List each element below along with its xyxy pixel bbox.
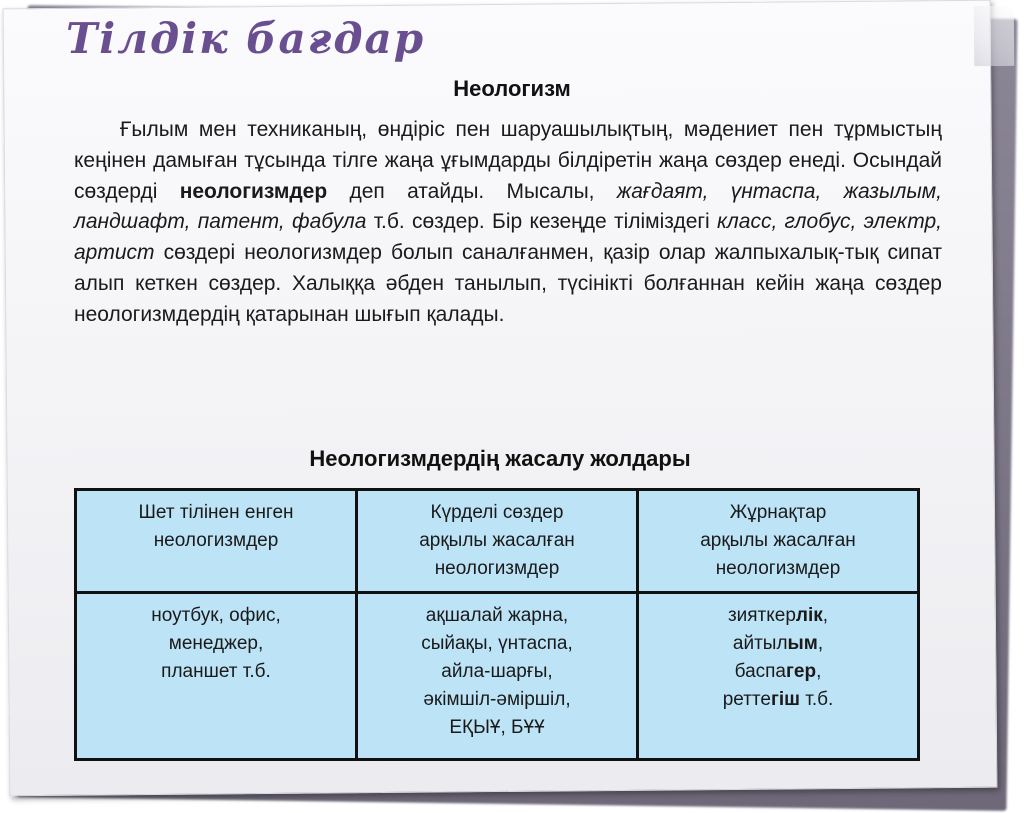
examples-new-words: жағдаят, үнтаспа, жазылым, ландшафт, патент, фабула xyxy=(74,179,942,234)
table-title: Неологизмдердің жасалу жолдары xyxy=(309,446,691,471)
examples-old-neologisms: класс, глобус, электр, артист xyxy=(74,210,942,265)
neologism-formation-table xyxy=(74,488,920,761)
table-row xyxy=(76,593,919,760)
body-paragraph xyxy=(74,115,942,331)
table-header-row xyxy=(76,490,919,593)
section-banner: Тілдік бағдар xyxy=(66,14,426,63)
cell-compound-examples: ақшалай жарна, сыйақы, үнтаспа, айла-шарғы, әкімшіл-әміршіл, ЕҚЫҰ, БҰҰ xyxy=(357,593,638,760)
page-title: Неологизм xyxy=(453,76,571,101)
paragraph-text: сөздері неологизмдер болып саналғанмен, қазір олар жалпыхалық-тық сипат алып кеткен сөздер. Халыққа әбден танылып, түсінікті болғаннан кейін жаңа сөздер неологизмдердің қатарынан шығып қалады. xyxy=(74,241,942,326)
cell-suffix-examples: зияткерлік, айтылым, баспагер, реттегіш т.б. xyxy=(638,593,919,760)
term-neologisms: неологизмдер xyxy=(179,179,328,203)
paragraph-text: Ғылым мен техниканың, өндіріс пен шаруашылықтың, мәдениет пен тұрмыстың кеңінен дамыған тұсында тілге жаңа ұғымдарды білдіретін жаңа сөздер енеді. Осындай сөздерді xyxy=(74,118,942,203)
paragraph-text: т.б. сөздер. Бір кезеңде тіліміздегі xyxy=(366,210,717,234)
header-loanword: Шет тілінен енген неологизмдер xyxy=(76,490,357,593)
header-suffix: Жұрнақтар арқылы жасалған неологизмдер xyxy=(638,490,919,593)
header-compound: Күрделі сөздер арқылы жасалған неологизмдер xyxy=(357,490,638,593)
cell-loanword-examples: ноутбук, офис, менеджер, планшет т.б. xyxy=(76,593,357,760)
paragraph-text: деп атайды. Мысалы, xyxy=(327,179,617,203)
